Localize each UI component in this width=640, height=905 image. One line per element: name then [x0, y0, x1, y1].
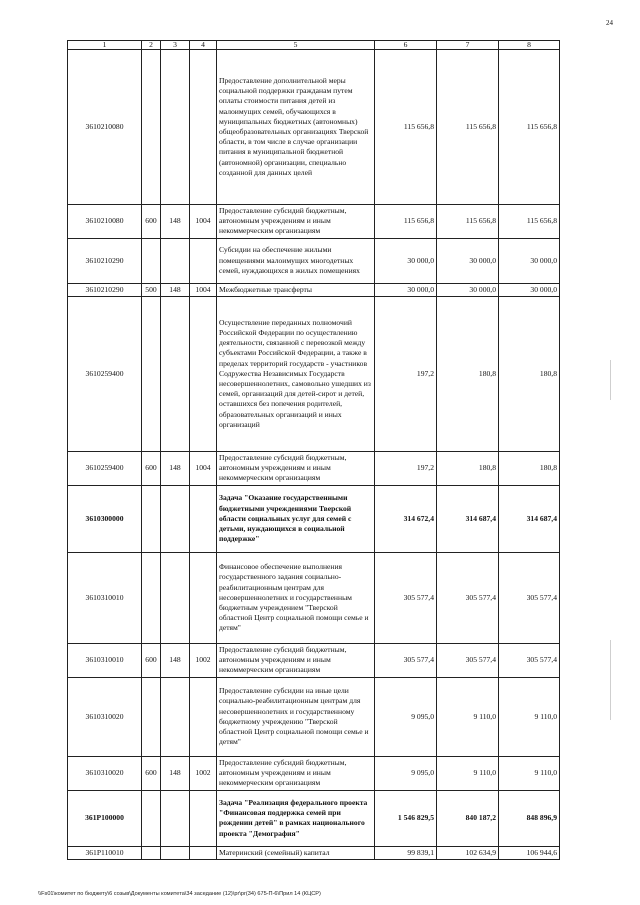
budget-code-cell: 3610259400 — [68, 296, 142, 451]
budget-code-cell: 3610210080 — [68, 50, 142, 205]
table-body — [68, 50, 560, 860]
department-cell — [161, 238, 190, 283]
budget-code-cell: 3610210290 — [68, 238, 142, 283]
section-cell — [190, 485, 217, 552]
item-name-cell: Предоставление субсидий бюджетным, автономным учреждениям и иным некоммерческим организациям — [217, 205, 375, 239]
section-cell: 1002 — [190, 643, 217, 677]
item-name-cell: Предоставление дополнительной меры социальной поддержки гражданам путем оплаты стоимости питания детей из малоимущих семей, обучающихся в муниципальных бюджетных (автономных) общеобразовательных организациях Тверской области, в том числе в случае организации питания в муниципальной бюджетной (автономной) организации, специально созданной для данных целей — [217, 50, 375, 205]
section-cell — [190, 552, 217, 643]
department-cell — [161, 552, 190, 643]
expense-type-cell — [142, 790, 161, 846]
amount-cell-col7: 314 687,4 — [437, 485, 499, 552]
amount-cell-col7: 9 110,0 — [437, 756, 499, 790]
section-cell — [190, 677, 217, 756]
table-row — [68, 846, 560, 859]
budget-code-cell: 3610310020 — [68, 756, 142, 790]
amount-cell-col7: 115 656,8 — [437, 205, 499, 239]
column-header: 4 — [190, 41, 217, 50]
column-number-row — [68, 41, 560, 50]
amount-cell-col7: 115 656,8 — [437, 50, 499, 205]
amount-cell-col7: 180,8 — [437, 451, 499, 485]
table-row — [68, 238, 560, 283]
table-row — [68, 451, 560, 485]
department-cell — [161, 677, 190, 756]
table-row — [68, 205, 560, 239]
expense-type-cell — [142, 50, 161, 205]
amount-cell-col7: 840 187,2 — [437, 790, 499, 846]
amount-cell-col8: 9 110,0 — [499, 677, 560, 756]
column-header: 1 — [68, 41, 142, 50]
expense-type-cell — [142, 677, 161, 756]
amount-cell-col8: 30 000,0 — [499, 238, 560, 283]
amount-cell-col6: 197,2 — [375, 451, 437, 485]
amount-cell-col8: 115 656,8 — [499, 50, 560, 205]
expense-type-cell — [142, 552, 161, 643]
table-row — [68, 552, 560, 643]
expense-type-cell — [142, 296, 161, 451]
amount-cell-col7: 30 000,0 — [437, 238, 499, 283]
department-cell — [161, 50, 190, 205]
expense-type-cell — [142, 846, 161, 859]
table-row — [68, 756, 560, 790]
amount-cell-col8: 848 896,9 — [499, 790, 560, 846]
section-cell — [190, 238, 217, 283]
expense-type-cell: 600 — [142, 205, 161, 239]
budget-code-cell: 3610210290 — [68, 283, 142, 296]
item-name-cell: Задача "Реализация федерального проекта "Финансовая поддержка семей при рождении детей" в рамках национального проекта "Демография" — [217, 790, 375, 846]
amount-cell-col6: 1 546 829,5 — [375, 790, 437, 846]
table-row — [68, 283, 560, 296]
expense-type-cell: 600 — [142, 643, 161, 677]
item-name-cell: Финансовое обеспечение выполнения государственного задания социально-реабилитационным центрам для несовершеннолетних и государственным бюджетным учреждением "Тверской областной Центр социальной помощи семье и детям" — [217, 552, 375, 643]
section-cell: 1004 — [190, 283, 217, 296]
section-cell: 1002 — [190, 756, 217, 790]
amount-cell-col6: 115 656,8 — [375, 50, 437, 205]
budget-code-cell: 361P100000 — [68, 790, 142, 846]
section-cell — [190, 846, 217, 859]
column-header: 3 — [161, 41, 190, 50]
amount-cell-col6: 314 672,4 — [375, 485, 437, 552]
column-header: 6 — [375, 41, 437, 50]
item-name-cell: Материнский (семейный) капитал — [217, 846, 375, 859]
table-row — [68, 485, 560, 552]
amount-cell-col6: 30 000,0 — [375, 238, 437, 283]
amount-cell-col8: 305 577,4 — [499, 552, 560, 643]
budget-code-cell: 3610310010 — [68, 643, 142, 677]
section-cell: 1004 — [190, 451, 217, 485]
amount-cell-col6: 30 000,0 — [375, 283, 437, 296]
item-name-cell: Предоставление субсидий бюджетным, автономным учреждениям и иным некоммерческим организациям — [217, 643, 375, 677]
column-header: 8 — [499, 41, 560, 50]
item-name-cell: Задача "Оказание государственными бюджетными учреждениями Тверской области социальных услуг для семей с детьми, нуждающихся в социальной поддержке" — [217, 485, 375, 552]
section-cell — [190, 790, 217, 846]
budget-code-cell: 3610259400 — [68, 451, 142, 485]
table-row — [68, 790, 560, 846]
department-cell: 148 — [161, 643, 190, 677]
amount-cell-col6: 9 095,0 — [375, 756, 437, 790]
amount-cell-col7: 180,8 — [437, 296, 499, 451]
column-header: 2 — [142, 41, 161, 50]
amount-cell-col6: 115 656,8 — [375, 205, 437, 239]
amount-cell-col8: 30 000,0 — [499, 283, 560, 296]
table-row — [68, 296, 560, 451]
expense-type-cell: 600 — [142, 756, 161, 790]
item-name-cell: Предоставление субсидий бюджетным, автономным учреждениям и иным некоммерческим организациям — [217, 451, 375, 485]
budget-code-cell: 3610300000 — [68, 485, 142, 552]
amount-cell-col7: 102 634,9 — [437, 846, 499, 859]
section-cell — [190, 50, 217, 205]
budget-code-cell: 3610210080 — [68, 205, 142, 239]
amount-cell-col6: 305 577,4 — [375, 643, 437, 677]
file-path-footer: \\Fs01\комитет по бюджету\6 созыв\Документы комитета\34 заседание (12)\pr\pr(34) 675-П-6\Прил 14 (КЦСР) — [38, 891, 321, 897]
department-cell — [161, 485, 190, 552]
item-name-cell: Предоставление субсидии на иные цели социально-реабилитационным центрам для несовершеннолетних и государственному бюджетному учреждению "Тверской областной Центр социальной помощи семье и детям" — [217, 677, 375, 756]
amount-cell-col8: 106 944,6 — [499, 846, 560, 859]
amount-cell-col8: 180,8 — [499, 451, 560, 485]
expense-type-cell: 600 — [142, 451, 161, 485]
scan-artifact-line — [610, 640, 611, 720]
amount-cell-col8: 305 577,4 — [499, 643, 560, 677]
table-row — [68, 50, 560, 205]
page-number: 24 — [606, 19, 613, 27]
department-cell — [161, 296, 190, 451]
amount-cell-col6: 99 839,1 — [375, 846, 437, 859]
item-name-cell: Межбюджетные трансферты — [217, 283, 375, 296]
amount-cell-col6: 197,2 — [375, 296, 437, 451]
amount-cell-col6: 9 095,0 — [375, 677, 437, 756]
department-cell — [161, 790, 190, 846]
amount-cell-col7: 9 110,0 — [437, 677, 499, 756]
amount-cell-col7: 30 000,0 — [437, 283, 499, 296]
department-cell: 148 — [161, 451, 190, 485]
item-name-cell: Предоставление субсидий бюджетным, автономным учреждениям и иным некоммерческим организациям — [217, 756, 375, 790]
budget-code-cell: 361P110010 — [68, 846, 142, 859]
column-header: 7 — [437, 41, 499, 50]
amount-cell-col6: 305 577,4 — [375, 552, 437, 643]
expense-type-cell: 500 — [142, 283, 161, 296]
item-name-cell: Субсидии на обеспечение жилыми помещениями малоимущих многодетных семей, нуждающихся в жилых помещениях — [217, 238, 375, 283]
amount-cell-col8: 180,8 — [499, 296, 560, 451]
budget-code-cell: 3610310020 — [68, 677, 142, 756]
item-name-cell: Осуществление переданных полномочий Российской Федерации по осуществлению деятельности, связанной с перевозкой между субъектами Российской Федерации, а также в пределах территорий государств - участников Содружества Независимых Государств несовершеннолетних, самовольно ушедших из семей, организаций для детей-сирот и детей, оставшихся без попечения родителей, образовательных организаций и иных организаций — [217, 296, 375, 451]
department-cell: 148 — [161, 756, 190, 790]
column-header: 5 — [217, 41, 375, 50]
expense-type-cell — [142, 238, 161, 283]
department-cell — [161, 846, 190, 859]
section-cell — [190, 296, 217, 451]
amount-cell-col7: 305 577,4 — [437, 552, 499, 643]
budget-code-cell: 3610310010 — [68, 552, 142, 643]
amount-cell-col7: 305 577,4 — [437, 643, 499, 677]
department-cell: 148 — [161, 205, 190, 239]
scan-artifact-line — [610, 360, 611, 400]
amount-cell-col8: 115 656,8 — [499, 205, 560, 239]
budget-table — [67, 40, 560, 860]
table-row — [68, 643, 560, 677]
department-cell: 148 — [161, 283, 190, 296]
section-cell: 1004 — [190, 205, 217, 239]
expense-type-cell — [142, 485, 161, 552]
amount-cell-col8: 9 110,0 — [499, 756, 560, 790]
amount-cell-col8: 314 687,4 — [499, 485, 560, 552]
table-row — [68, 677, 560, 756]
